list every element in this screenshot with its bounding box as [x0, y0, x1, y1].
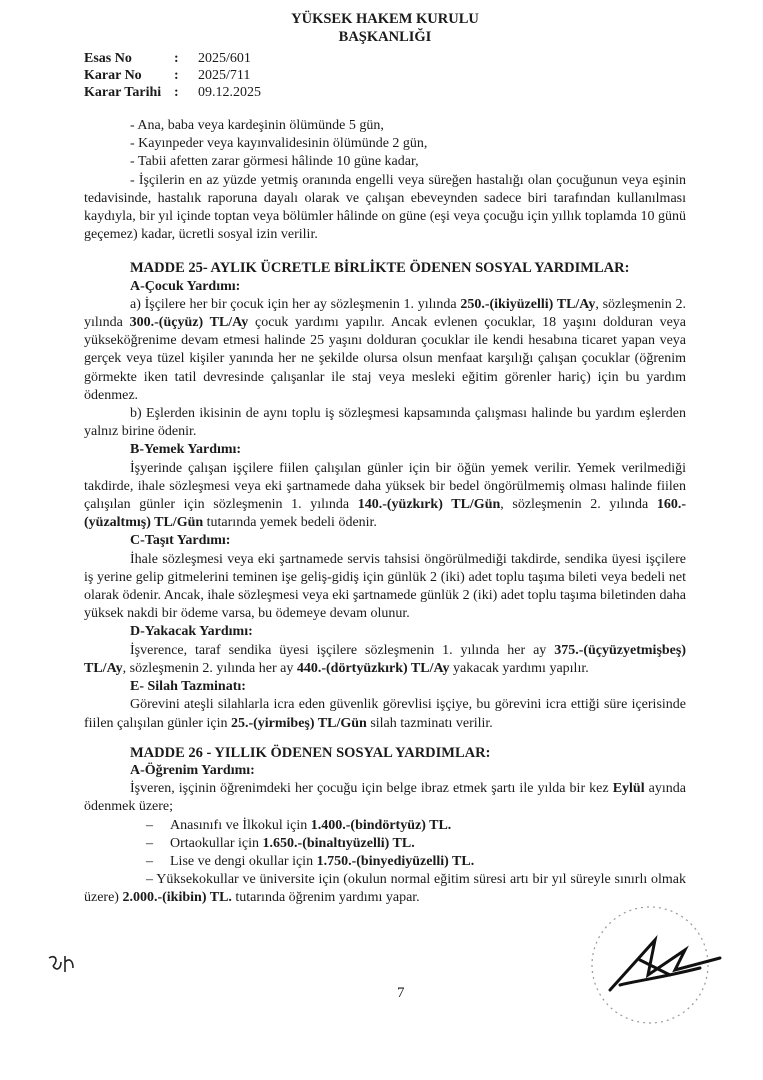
paragraph: [84, 172, 686, 245]
paragraph: [84, 696, 686, 732]
bold-amount: 1.650.-(binaltıyüzelli) TL.: [262, 835, 415, 851]
meta-esas-no: Esas No : 2025/601: [84, 51, 251, 66]
text-run: , sözleşmenin 2. yılında her ay: [122, 660, 297, 676]
text-run: - İşçilerin en az yüzde yetmiş oranında engelli veya süreğen hastalığı olan çocuğunun veya eşinin tedavisinde, hastalık raporuna dayalı olarak ve çalışan ebeveynden sadece biri tarafından kullanılması kaydıyla, bir yıl içinde toptan veya bölümler hâlinde on güne (eşi veya çocuğu için yıllık toplamda 10 günü geçemez) kadar, ücretli sosyal izin verilir.: [84, 172, 686, 243]
bold-amount: 250.-(ikiyüzelli) TL/Ay: [460, 296, 596, 312]
text-run: Lise ve dengi okullar için: [170, 853, 317, 869]
dash-list-item: [84, 835, 686, 853]
article-heading: MADDE 25- AYLIK ÜCRETLE BİRLİKTE ÖDENEN SOSYAL YARDIMLAR:: [130, 260, 630, 277]
document-page: [84, 10, 686, 908]
text-run: İhale sözleşmesi veya eki şartnamede servis tahsisi öngörülmediği takdirde, sendika üyesi işçilere iş yerine gelip gitmelerini teminen işe geliş-gidiş için günlük 2 (iki) adet toplu taşıma bileti veya bedeli net olarak ödenir. Ancak, ihale sözleşmesi veya eki şartnamede günlük 2 (iki) adet toplu taşıma biletinden daha yüksek nakdi bir ödeme varsa, bu ödemeye devam olunur.: [84, 551, 686, 622]
bold-amount: 1.400.-(bindörtyüz) TL.: [310, 817, 452, 833]
dash-item-text: [170, 853, 474, 871]
text-run: - Ana, baba veya kardeşinin ölümünde 5 gün,: [130, 118, 384, 133]
text-run: - Kayınpeder veya kayınvalidesinin ölümünde 2 gün,: [130, 136, 428, 152]
bold-amount: 2.000.-(ikibin) TL.: [122, 890, 232, 906]
text-run: , sözleşmenin 2. yılında: [84, 296, 686, 331]
text-run: silah tazminatı verilir.: [366, 715, 493, 731]
section-heading: D-Yakacak Yardımı:: [130, 624, 253, 640]
section-heading: A-Çocuk Yardımı:: [130, 278, 241, 294]
text-run: ayında ödenmek üzere;: [84, 781, 686, 815]
paragraph: [84, 551, 686, 624]
paragraph: [84, 780, 686, 816]
dash-bullet: –: [146, 817, 153, 833]
section-heading: B-Yemek Yardımı:: [130, 442, 242, 458]
dash-item-text: [170, 835, 415, 853]
paragraph: [84, 460, 686, 533]
header-line-2: BAŞKANLIĞI: [338, 29, 432, 45]
dash-item-text: [170, 817, 451, 835]
text-run: İşyerinde çalışan işçilere fiilen çalışılan günler için bir öğün yemek verilir. Yemek verilmediği takdirde, ihale sözleşmesi veya eki şartnamede daha yüksek bir bedel öngörülmemiş olması halinde fiilen çalışılan günler için sözleşmenin 1. yılında: [84, 460, 686, 513]
section-heading: C-Taşıt Yardımı:: [130, 533, 231, 549]
bold-amount: Eylül: [612, 781, 645, 797]
signature-stamp: [580, 880, 730, 1040]
paragraph: [84, 135, 686, 153]
bold-amount: 375.-(üçyüzyetmişbeş) TL/Ay: [84, 642, 686, 676]
section-heading: A-Öğrenim Yardımı:: [130, 762, 255, 778]
text-run: , sözleşmenin 2. yılında: [500, 497, 657, 513]
paragraph: [84, 296, 686, 405]
initials-mark: [45, 950, 95, 980]
text-run: Görevini ateşli silahlarla icra eden güvenlik görevlisi işçiye, bu görevini icra ettiği süre içerisinde fiilen çalışılan günler için: [84, 697, 686, 731]
text-run: - Tabii afetten zarar görmesi hâlinde 10 güne kadar,: [130, 154, 419, 170]
dash-list-item: [84, 817, 686, 835]
bold-amount: 1.750.-(binyediyüzelli) TL.: [316, 853, 475, 869]
text-run: Ortaokullar için: [170, 835, 263, 851]
header-line-1: YÜKSEK HAKEM KURULU: [291, 11, 479, 27]
text-run: tutarında öğrenim yardımı yapar.: [231, 890, 420, 906]
bold-amount: 440.-(dörtyüzkırk) TL/Ay: [296, 660, 450, 676]
bold-amount: 140.-(yüzkırk) TL/Gün: [357, 497, 501, 513]
text-run: İşverence, taraf sendika üyesi işçilere sözleşmenin 1. yılında her ay: [130, 642, 555, 658]
text-run: Anasınıfı ve İlkokul için: [170, 817, 311, 833]
case-info: [84, 50, 686, 101]
meta-karar-tarihi: Karar Tarihi : 09.12.2025: [84, 85, 261, 100]
document-body: [84, 117, 686, 908]
paragraph: [84, 642, 686, 678]
bold-amount: 25.-(yirmibeş) TL/Gün: [230, 715, 367, 731]
article-heading: MADDE 26 - YILLIK ÖDENEN SOSYAL YARDIMLAR:: [130, 744, 491, 761]
text-run: İşveren, işçinin öğrenimdeki her çocuğu için belge ibraz etmek şartı ile yılda bir kez: [130, 781, 613, 797]
dash-bullet: –: [146, 853, 153, 869]
text-run: a) İşçilere her bir çocuk için her ay sözleşmenin 1. yılında: [130, 296, 461, 312]
paragraph: [84, 117, 686, 135]
paragraph: [84, 153, 686, 171]
paragraph: [84, 405, 686, 441]
issuer-header: [84, 10, 686, 46]
bold-amount: 160.-(yüzaltmış) TL/Gün: [84, 497, 687, 531]
page-number: 7: [397, 985, 405, 1001]
dash-bullet: –: [146, 835, 153, 851]
text-run: yakacak yardımı yapılır.: [449, 660, 589, 676]
text-run: çocuk yardımı yapılır. Ancak evlenen çocuklar, 18 yaşını dolduran veya yükseköğrenime devam etmesi halinde 25 yaşını dolduran çocuklar ile kendi hesabına ticaret yapan veya gerçek veya tüzel kişiler yanında her ne şekilde olursa olsun menfaat karşılığı çalışan çocuklar (öğrenim görmekte iken tatil devresinde çalışanlar ile staj veya mesleki eğitim görenler hariç) için bu yardım ödenmez.: [84, 315, 687, 403]
bold-amount: 300.-(üçyüz) TL/Ay: [129, 315, 249, 331]
text-run: – Yüksekokullar ve üniversite için (okulun normal eğitim süresi artı bir yıl süreyle sınırlı olmak üzere): [84, 872, 686, 906]
dash-list-item: [84, 853, 686, 871]
section-heading: E- Silah Tazminatı:: [130, 679, 246, 695]
text-run: b) Eşlerden ikisinin de aynı toplu iş sözleşmesi kapsamında çalışması halinde bu yardım eşlerden yalnız birine ödenir.: [84, 406, 686, 440]
meta-karar-no: Karar No : 2025/711: [84, 68, 251, 83]
text-run: tutarında yemek bedeli ödenir.: [203, 515, 377, 531]
